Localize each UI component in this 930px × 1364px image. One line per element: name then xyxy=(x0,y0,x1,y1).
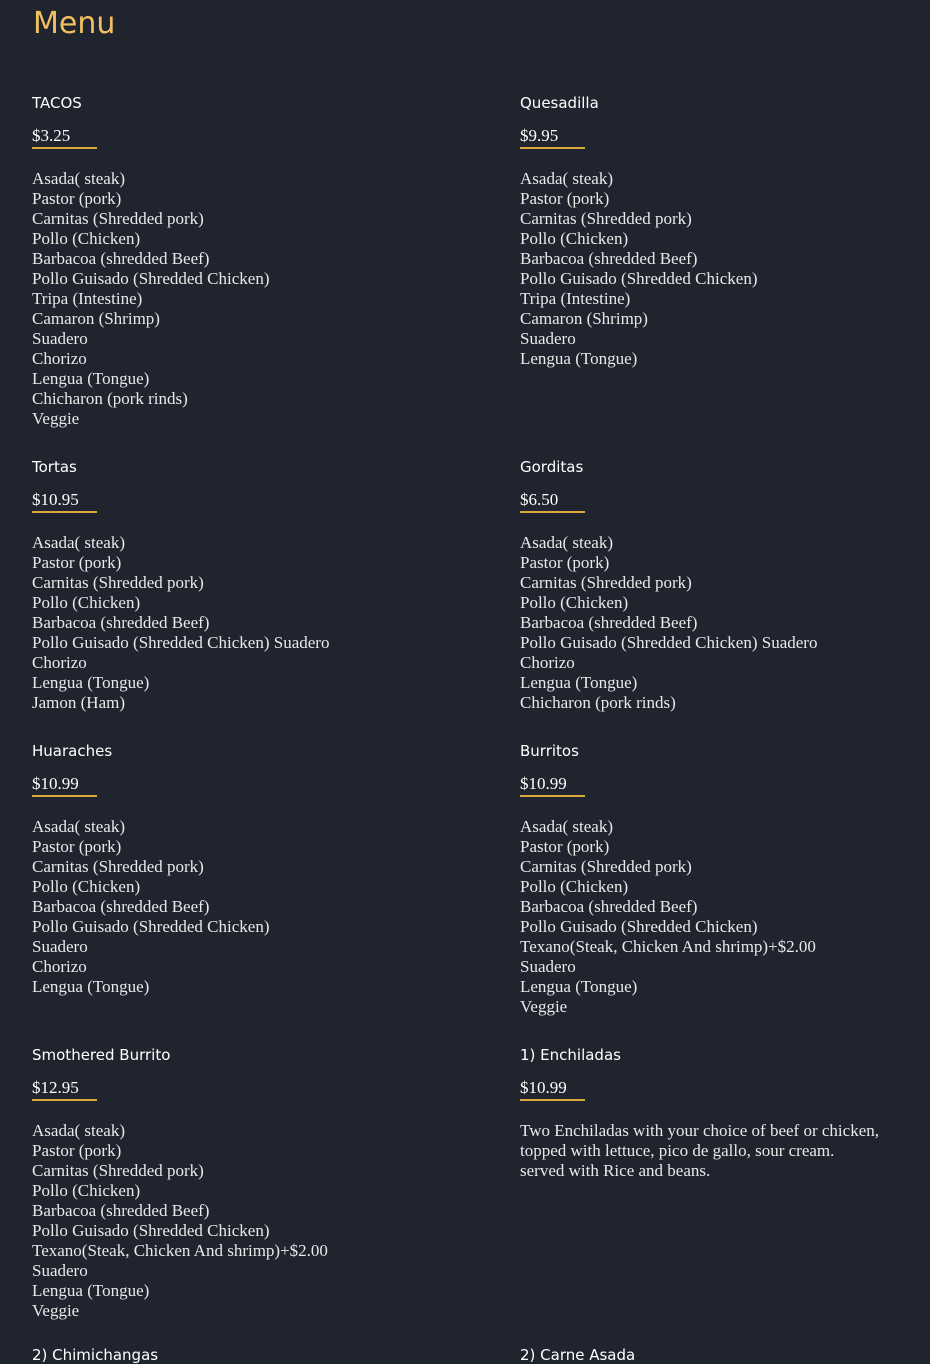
item-divider xyxy=(32,147,97,149)
item-price: $6.50 xyxy=(520,490,559,509)
item-price: $9.95 xyxy=(520,126,559,145)
item-divider xyxy=(520,511,585,513)
menu-item-chimichangas xyxy=(32,1346,432,1364)
item-price: $10.99 xyxy=(32,774,79,793)
item-name: TACOS xyxy=(32,94,82,112)
item-divider xyxy=(520,1099,585,1101)
item-name: Burritos xyxy=(520,742,579,760)
item-description: Asada( steak) Pastor (pork) Carnitas (Shredded pork) Pollo (Chicken) Barbacoa (shredded Beef) Pollo Guisado (Shredded Chicken) Tripa (Intestine) Camaron (Shrimp) Suadero Chorizo Lengua (Tongue) Chicharon (pork rinds) Veggie xyxy=(32,169,270,428)
menu-item-tacos xyxy=(32,94,432,429)
item-name: Smothered Burrito xyxy=(32,1046,171,1064)
menu-item-tortas xyxy=(32,458,432,713)
item-name: Gorditas xyxy=(520,458,584,476)
item-name: 1) Enchiladas xyxy=(520,1046,621,1064)
item-price: $10.99 xyxy=(520,774,567,793)
menu-item-huaraches xyxy=(32,742,432,997)
menu-item-carne-asada xyxy=(520,1346,920,1364)
item-description: Asada( steak) Pastor (pork) Carnitas (Shredded pork) Pollo (Chicken) Barbacoa (shredded Beef) Pollo Guisado (Shredded Chicken) Texano(Steak, Chicken And shrimp)+$2.00 Suadero Lengua (Tongue) Veggie xyxy=(520,817,816,1016)
item-divider xyxy=(520,147,585,149)
item-name: 2) Carne Asada xyxy=(520,1346,636,1364)
item-description: Two Enchiladas with your choice of beef or chicken, topped with lettuce, pico de gallo, sour cream. served with Rice and beans. xyxy=(520,1121,879,1180)
item-divider xyxy=(32,795,97,797)
menu-item-quesadilla xyxy=(520,94,920,369)
item-name: Tortas xyxy=(32,458,77,476)
menu-item-enchiladas xyxy=(520,1046,920,1181)
item-name: 2) Chimichangas xyxy=(32,1346,159,1364)
item-description: Asada( steak) Pastor (pork) Carnitas (Shredded pork) Pollo (Chicken) Barbacoa (shredded Beef) Pollo Guisado (Shredded Chicken) Suadero Chorizo Lengua (Tongue) Chicharon (pork rinds) xyxy=(520,533,818,712)
item-name: Quesadilla xyxy=(520,94,599,112)
menu-item-burritos xyxy=(520,742,920,1017)
page-title: Menu xyxy=(33,6,116,41)
menu-item-gorditas xyxy=(520,458,920,713)
item-price: $10.95 xyxy=(32,490,79,509)
item-divider xyxy=(520,795,585,797)
item-price: $12.95 xyxy=(32,1078,79,1097)
item-divider xyxy=(32,511,97,513)
item-description: Asada( steak) Pastor (pork) Carnitas (Shredded pork) Pollo (Chicken) Barbacoa (shredded Beef) Pollo Guisado (Shredded Chicken) Suadero Chorizo Lengua (Tongue) xyxy=(32,817,270,996)
item-price: $3.25 xyxy=(32,126,71,145)
item-description: Asada( steak) Pastor (pork) Carnitas (Shredded pork) Pollo (Chicken) Barbacoa (shredded Beef) Pollo Guisado (Shredded Chicken) Suadero Chorizo Lengua (Tongue) Jamon (Ham) xyxy=(32,533,330,712)
item-price: $10.99 xyxy=(520,1078,567,1097)
item-name: Huaraches xyxy=(32,742,113,760)
item-divider xyxy=(32,1099,97,1101)
item-description: Asada( steak) Pastor (pork) Carnitas (Shredded pork) Pollo (Chicken) Barbacoa (shredded Beef) Pollo Guisado (Shredded Chicken) Texano(Steak, Chicken And shrimp)+$2.00 Suadero Lengua (Tongue) Veggie xyxy=(32,1121,328,1320)
item-description: Asada( steak) Pastor (pork) Carnitas (Shredded pork) Pollo (Chicken) Barbacoa (shredded Beef) Pollo Guisado (Shredded Chicken) Tripa (Intestine) Camaron (Shrimp) Suadero Lengua (Tongue) xyxy=(520,169,758,368)
menu-item-smothered-burrito xyxy=(32,1046,432,1321)
